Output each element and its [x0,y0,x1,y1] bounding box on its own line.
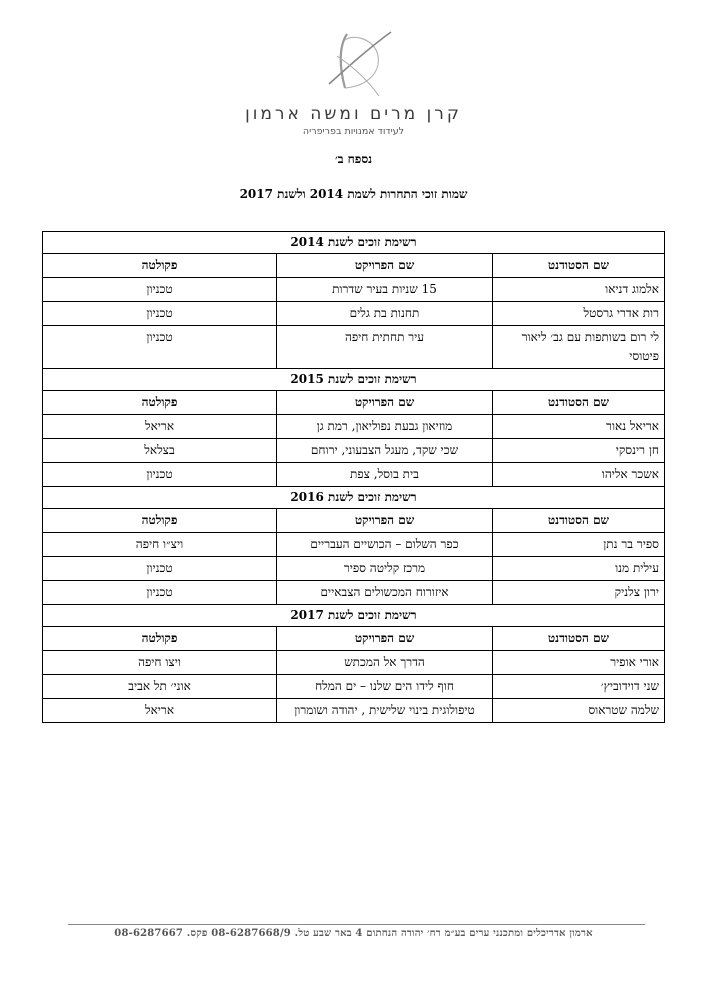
column-header-student: שם הסטודנט [493,391,665,415]
column-header-row [43,627,665,651]
appendix-label: נספח ב׳ [334,152,373,166]
column-header-project: שם הפרויקט [277,254,493,278]
column-header-faculty: פקולטה [43,509,277,533]
table-row [43,415,665,439]
faculty-cell: טכניון [43,557,277,581]
project-name-cell: בית בוסל, צפת [277,463,493,487]
project-name-cell: טיפולוגית בינוי שלישית , יהודה ושומרון [277,699,493,723]
winners-table [42,231,665,723]
faculty-cell: טכניון [43,302,277,326]
student-name-cell: אלמוג דניאו [493,278,665,302]
column-header-faculty: פקולטה [43,627,277,651]
project-name-cell: הדרך אל המכתש [277,651,493,675]
column-header-faculty: פקולטה [43,254,277,278]
student-name-cell: ספיר בר נתן [493,533,665,557]
student-name-cell: עילית מנו [493,557,665,581]
document-title: שמות זוכי התחרות לשמת 2014 ולשנת 2017 [239,187,468,201]
faculty-cell: טכניון [43,326,277,369]
project-name-cell: 15 שניות בעיר שדרות [277,278,493,302]
student-name-cell: אריאל נאור [493,415,665,439]
table-row [43,533,665,557]
project-name-cell: כפר השלום – הכושיים העבריים [277,533,493,557]
table-row [43,278,665,302]
org-tagline: לעידוד אמנויות בפריפריה [302,126,405,137]
section-title: רשימת זוכים לשנת 2016 [43,487,665,509]
section-title: רשימת זוכים לשנת 2014 [43,232,665,254]
column-header-faculty: פקולטה [43,391,277,415]
project-name-cell: חוף לידו הים שלנו – ים המלח [277,675,493,699]
project-name-cell: עיר תחתית חיפה [277,326,493,369]
student-name-cell: אשכר אליהו [493,463,665,487]
student-name-cell: אורי אופיר [493,651,665,675]
table-row [43,326,665,369]
table-row [43,463,665,487]
foundation-logo [0,26,707,98]
table-row [43,302,665,326]
column-header-project: שם הפרויקט [277,391,493,415]
table-row [43,581,665,605]
table-row [43,557,665,581]
column-header-project: שם הפרויקט [277,509,493,533]
student-name-cell: לי רום בשותפות עם גב׳ ליאור פיטוסי [493,326,665,369]
section-title-row [43,487,665,509]
project-name-cell: מוזיאון גבעת נפוליאון, רמת גן [277,415,493,439]
section-title-row [43,605,665,627]
faculty-cell: ויצ״ו חיפה [43,533,277,557]
faculty-cell: אריאל [43,699,277,723]
project-name-cell: מרכז קליטה ספיר [277,557,493,581]
column-header-project: שם הפרויקט [277,627,493,651]
section-title-row [43,232,665,254]
student-name-cell: רות אדרי גרסטל [493,302,665,326]
faculty-cell: טכניון [43,581,277,605]
column-header-row [43,509,665,533]
student-name-cell: חן רינסקי [493,439,665,463]
column-header-row [43,391,665,415]
faculty-cell: טכניון [43,463,277,487]
student-name-cell: שלמה שטראוס [493,699,665,723]
table-row [43,651,665,675]
student-name-cell: ירון צלניק [493,581,665,605]
table-row [43,439,665,463]
faculty-cell: בצלאל [43,439,277,463]
faculty-cell: אוני׳ תל אביב [43,675,277,699]
project-name-cell: איזורוח המכשולים הצבאיים [277,581,493,605]
section-title: רשימת זוכים לשנת 2015 [43,369,665,391]
section-title-row [43,369,665,391]
table-row [43,699,665,723]
column-header-row [43,254,665,278]
faculty-cell: ויצו חיפה [43,651,277,675]
project-name-cell: שכי שקד, מעגל הצבעוני, ירוחם [277,439,493,463]
footer-contact: ארמון אדריכלים ומתכנני ערים בע״מ רח׳ יהודה הנחתום 4 באר שבע טל. 08-6287668/9 פקס. 08-6287667 [114,928,593,939]
footer-divider [68,924,645,925]
student-name-cell: שני דוידוביץ׳ [493,675,665,699]
column-header-student: שם הסטודנט [493,254,665,278]
project-name-cell: תחנות בת גלים [277,302,493,326]
faculty-cell: טכניון [43,278,277,302]
section-title: רשימת זוכים לשנת 2017 [43,605,665,627]
logo-mark-icon [309,26,399,98]
table-row [43,675,665,699]
org-name: קרן מרים ומשה ארמון [245,104,462,124]
faculty-cell: אריאל [43,415,277,439]
column-header-student: שם הסטודנט [493,509,665,533]
column-header-student: שם הסטודנט [493,627,665,651]
